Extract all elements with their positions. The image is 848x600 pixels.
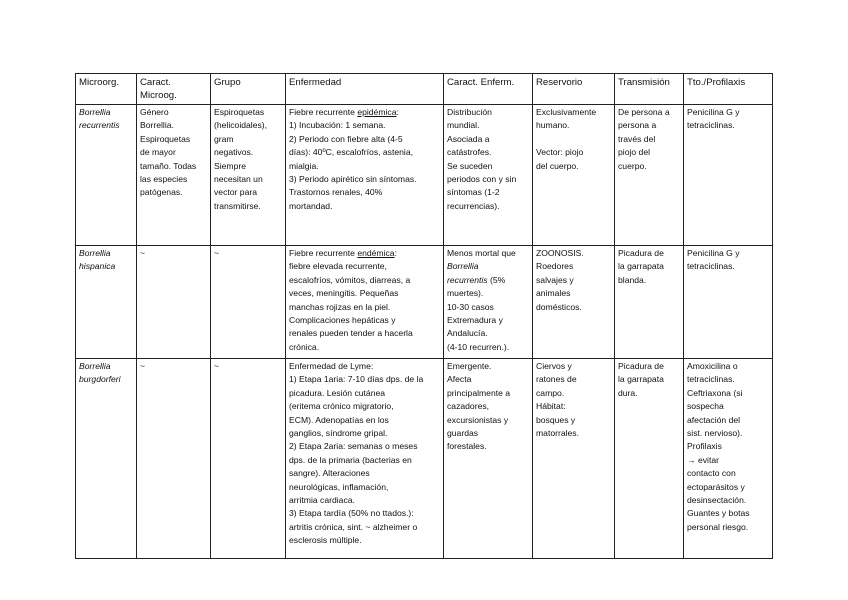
tto-cell [684,105,773,246]
text-line: vector para [214,187,257,198]
text-line: matorrales. [536,428,579,439]
text-line: artritis crónica, sint. ~ alzheimer o [289,521,418,532]
text-line [536,133,611,146]
header-cell: Transmisión [615,74,684,105]
grupo-cell [211,246,286,359]
microorg-cell: Borrellia hispanica [76,246,137,359]
text-line: Vector: piojo [536,147,584,158]
header-cell: Reservorio [533,74,615,105]
text-line: Asociada a [447,133,490,144]
text-line: del cuerpo. [536,160,579,171]
text-line: patógenas. [140,187,183,198]
enfermedad-title: Enfermedad de Lyme: [289,361,374,371]
text-line: animales [536,288,571,299]
text-line: 3) Etapa tardía (50% no ttados.): [289,508,414,519]
text-line: picadura. Lesión cutánea [289,387,386,398]
text-line: Guantes y botas [687,508,750,519]
reservorio-cell [533,105,615,246]
text-line: dps. de la primaria (bacterias en [289,454,412,465]
text-line: catástrofes. [447,147,492,158]
text-line: mortandad. [289,200,333,211]
text-line: la garrapata [618,374,664,385]
text-line: Género [140,107,169,117]
table-row [76,105,773,246]
text-line: tetraciclinas. [687,261,735,272]
text-line: cuerpo. [618,160,647,171]
text-line: negativos. [214,147,254,158]
text-line: Andalucía. [447,328,488,339]
text-line: Penicilina G y [687,248,740,258]
microorg-cell: Borrellia recurrentis [76,105,137,246]
text-line: ~ [214,361,220,371]
text-line: domésticos. [536,301,582,312]
text-line: renales pueden tender a hacerla [289,328,413,339]
text-line: Extremadura y [447,315,503,326]
caract-microorg-cell [137,246,211,359]
text-line: la garrapata [618,261,664,272]
table-row [76,246,773,359]
text-line: forestales. [447,441,487,452]
text-line: fiebre elevada recurrente, [289,261,387,272]
text-line: tetraciclinas. [687,120,735,131]
text-line: gram [214,133,234,144]
text-line: 1) Incubación: 1 semana. [289,120,386,131]
text-line: síntomas (1-2 [447,187,500,198]
text-line: Hábitat: [536,401,566,412]
text-line: 2) Periodo con fiebre alta (4-5 [289,133,403,144]
text-line: ZOONOSIS. [536,248,584,258]
text-line: ~ [140,361,146,371]
text-line: ectoparásitos y [687,481,745,492]
text-line: sospecha [687,401,724,412]
text-line: través del [618,133,656,144]
text-line: ~ [214,248,220,258]
header-cell: Tto./Profilaxis [684,74,773,105]
text-line: necesitan un [214,174,263,185]
tto-cell [684,246,773,359]
header-cell: Caract. Enferm. [444,74,533,105]
text-line: Exclusivamente [536,107,597,117]
text-line: Siempre [214,160,246,171]
text-line: De persona a [618,107,670,117]
transmision-cell [615,105,684,246]
text-line: Ciervos y [536,361,572,371]
text-line: Se suceden [447,160,493,171]
text-line: afectación del [687,414,741,425]
enfermedad-cell [286,246,444,359]
text-line: veces, meningitis. Pequeñas [289,288,399,299]
text-line: piojo del [618,147,651,158]
text-line: arritmia cardiaca. [289,495,355,506]
caract-enferm-cell: Menos mortal que Borrellia recurrentis (5% muertes). 10-30 casos Extremadura y Andalucía. (4-10 recurren.). [444,246,533,359]
text-line: días): 40ºC, escalofríos, astenia, [289,147,413,158]
text-line: tetraciclinas. [687,374,735,385]
text-line: Espiroquetas [214,107,265,117]
text-line: ratones de [536,374,577,385]
text-line: transmitirse. [214,200,261,211]
text-line: → evitar [687,454,719,465]
microorg-cell: Borrellia burgdorferi [76,359,137,559]
header-cell: Grupo [211,74,286,105]
text-line: Complicaciones hepáticas y [289,315,396,326]
text-line: campo. [536,387,565,398]
text-line: neurológicas, inflamación, [289,481,389,492]
text-line: mundial. [447,120,480,131]
text-line: las especies [140,174,188,185]
text-line: Roedores [536,261,574,272]
text-line: blanda. [618,274,647,285]
text-line: Borrellia. [140,120,174,131]
text-line: humano. [536,120,570,131]
text-line: Profilaxis [687,441,722,452]
reservorio-cell [533,359,615,559]
text-line: cazadores, [447,401,490,412]
text-line: Ceftriaxona (si [687,387,743,398]
text-line: periodos con y sin [447,174,517,185]
text-line: guardas [447,428,479,439]
enfermedad-title: Fiebre recurrente endémica: [289,248,397,258]
transmision-cell [615,246,684,359]
caract-enferm-cell [444,105,533,246]
text-line: crónica. [289,341,320,352]
text-line: manchas rojizas en la piel. [289,301,391,312]
text-line: Picadura de [618,248,664,258]
text-line: Afecta [447,374,472,385]
text-line: (helicoidales), [214,120,268,131]
text-line: tamaño. Todas [140,160,197,171]
text-line: (eritema crónico migratorio, [289,401,394,412]
table-row [76,359,773,559]
text-line: Penicilina G y [687,107,740,117]
text-line: personal riesgo. [687,521,749,532]
text-line: dura. [618,387,638,398]
text-line: muertes). [447,288,484,299]
enfermedad-cell [286,359,444,559]
text-line: (4-10 recurren.). [447,341,510,352]
text-line: contacto con [687,468,736,479]
text-line: 1) Etapa 1aria: 7-10 días dps. de la [289,374,424,385]
text-line: Picadura de [618,361,664,371]
enfermedad-title: Fiebre recurrente epidémica: [289,107,399,117]
reservorio-cell [533,246,615,359]
grupo-cell [211,359,286,559]
text-line: 2) Etapa 2aria: semanas o meses [289,441,418,452]
header-cell: Caract. Microog. [137,74,211,105]
caract-microorg-cell [137,105,211,246]
text-line: ganglios, síndrome gripal. [289,428,388,439]
transmision-cell [615,359,684,559]
text-line: mialgia. [289,160,319,171]
text-line: persona a [618,120,657,131]
text-line: Espiroquetas [140,133,191,144]
caract-microorg-cell [137,359,211,559]
header-cell: Enfermedad [286,74,444,105]
text-line: Emergente. [447,361,492,371]
enfermedad-cell [286,105,444,246]
text-line: sangre). Alteraciones [289,468,370,479]
text-line: ~ [140,248,146,258]
text-line: salvajes y [536,274,574,285]
text-line: escalofríos, vómitos, diarreas, a [289,274,411,285]
text-line: sist. nervioso). [687,428,743,439]
text-line: principalmente a [447,387,511,398]
text-line: ECM). Adenopatías en los [289,414,389,425]
text-line: bosques y [536,414,576,425]
tto-cell [684,359,773,559]
text-line: Distribución [447,107,492,117]
text-line: desinsectación. [687,495,747,506]
grupo-cell [211,105,286,246]
text-line: de mayor [140,147,176,158]
header-cell: Microorg. [76,74,137,105]
caract-enferm-cell [444,359,533,559]
header-row [76,74,773,105]
microorganism-table [75,73,773,559]
text-line: esclerosis múltiple. [289,535,362,546]
text-line: Amoxicilina o [687,361,738,371]
text-line: recurrencias). [447,200,500,211]
text-line: 3) Periodo apirético sin síntomas. [289,174,417,185]
text-line: excursionistas y [447,414,509,425]
text-line: 10-30 casos [447,301,494,312]
text-line: Trastornos renales, 40% [289,187,383,198]
